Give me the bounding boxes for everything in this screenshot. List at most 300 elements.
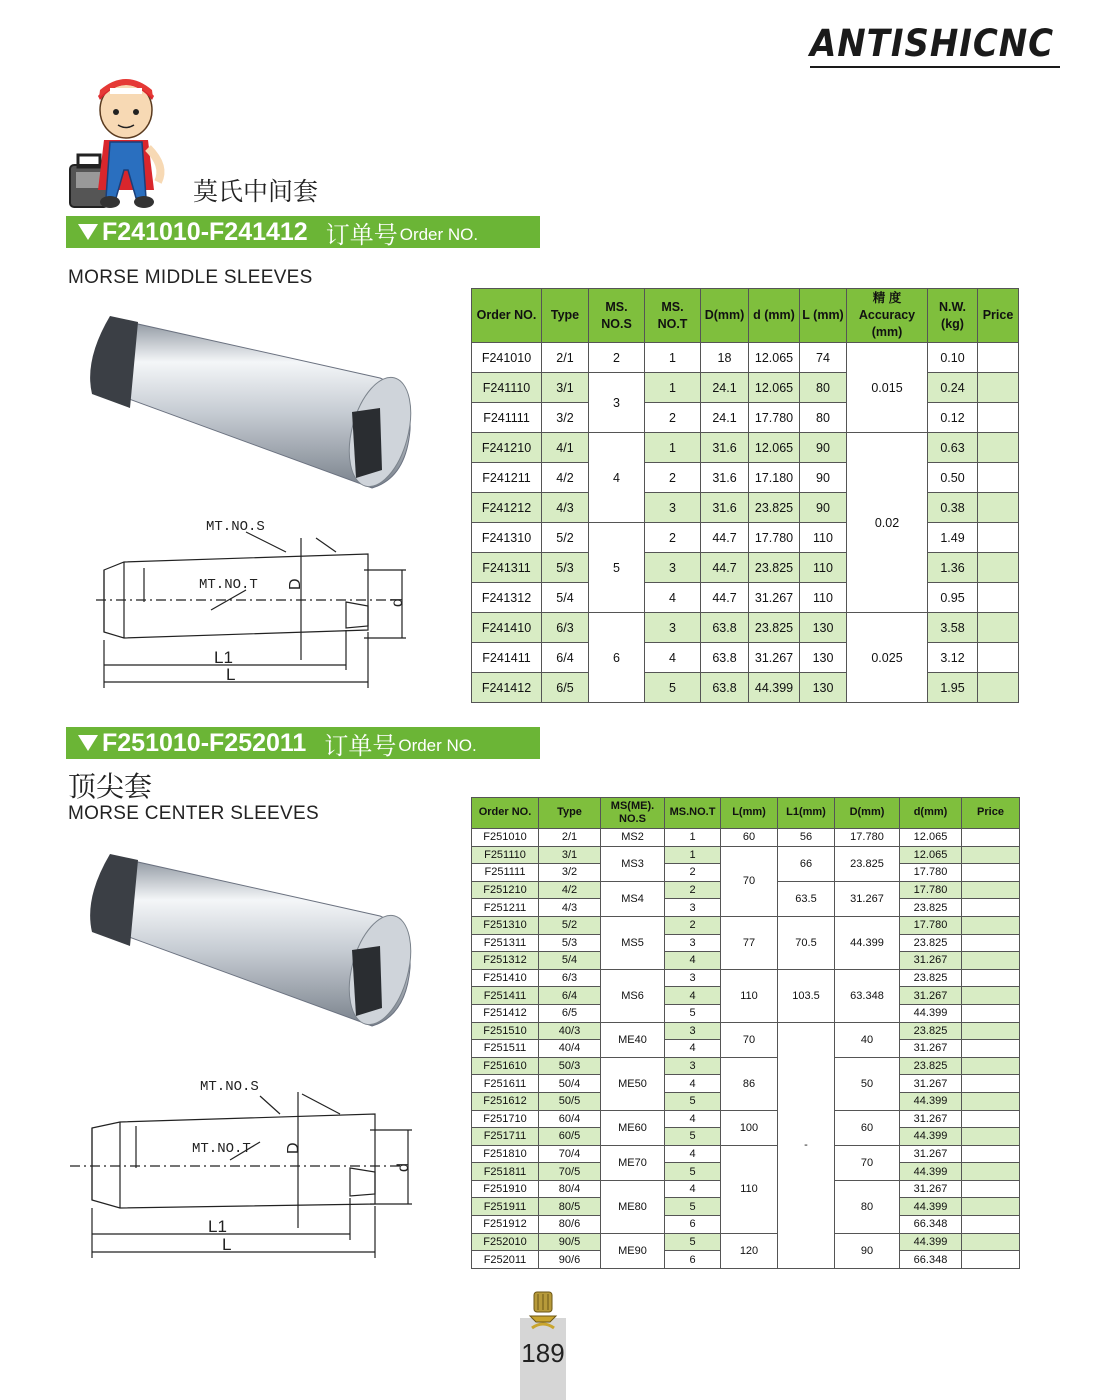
center-sleeve-drawing (70, 1068, 420, 1268)
section2-order-bar (66, 727, 540, 759)
ms-not-cell: 3 (665, 899, 721, 917)
price-cell (978, 643, 1019, 673)
price-cell (978, 403, 1019, 433)
order-no-cell: F241212 (472, 493, 542, 523)
drawing2-label-mts: MT.NO.S (200, 1079, 259, 1095)
section1-cn-title: 莫氏中间套 (193, 177, 319, 206)
table-row (472, 343, 1019, 373)
table-row (472, 1057, 1020, 1075)
accuracy-cell: 0.015 (847, 343, 928, 433)
price-cell (962, 1057, 1020, 1075)
L1-cell: 56 (778, 829, 835, 847)
ms-not-cell: 2 (665, 881, 721, 899)
order-no-cell: F251211 (472, 899, 539, 917)
order-no-cell: F241412 (472, 673, 542, 703)
middle-sleeve-photo (80, 300, 420, 505)
L1-cell: 63.5 (778, 881, 835, 916)
ms-not-cell: 1 (645, 373, 701, 403)
d-cell: 23.825 (749, 493, 800, 523)
L-cell: 110 (721, 969, 778, 1022)
d-cell: 23.825 (900, 934, 962, 952)
tool-holder-icon (526, 1290, 560, 1332)
ms-not-cell: 5 (645, 673, 701, 703)
L-cell: 80 (800, 403, 847, 433)
table1-header-cell: L (mm) (800, 289, 847, 343)
order-no-cell: F252011 (472, 1251, 539, 1269)
D-cell: 31.267 (835, 881, 900, 916)
ms-nos-cell: 6 (589, 613, 645, 703)
type-cell: 2/1 (542, 343, 589, 373)
ms-nos-cell: MS4 (601, 881, 665, 916)
d-cell: 44.399 (900, 1004, 962, 1022)
table2-header-cell: D(mm) (835, 798, 900, 829)
ms-not-cell: 5 (665, 1198, 721, 1216)
D-cell: 80 (835, 1180, 900, 1233)
type-cell: 3/2 (542, 403, 589, 433)
price-cell (962, 1251, 1020, 1269)
drawing1-label-d: d (389, 598, 406, 607)
L-cell: 80 (800, 373, 847, 403)
drawing2-label-L1: L1 (208, 1217, 227, 1236)
ms-nos-cell: 3 (589, 373, 645, 433)
center-sleeve-photo (80, 838, 420, 1043)
ms-nos-cell: ME90 (601, 1233, 665, 1268)
type-cell: 5/3 (539, 934, 601, 952)
table-row (472, 829, 1020, 847)
type-cell: 3/1 (542, 373, 589, 403)
section1-order-cn: 订单号 (325, 220, 398, 249)
ms-not-cell: 3 (645, 613, 701, 643)
price-cell (978, 463, 1019, 493)
d-cell: 44.399 (900, 1092, 962, 1110)
d-cell: 23.825 (900, 1057, 962, 1075)
L-cell: 130 (800, 673, 847, 703)
type-cell: 5/3 (542, 553, 589, 583)
order-no-cell: F251911 (472, 1198, 539, 1216)
section2-en-title: MORSE CENTER SLEEVES (68, 803, 319, 824)
type-cell: 40/4 (539, 1040, 601, 1058)
L-cell: 90 (800, 433, 847, 463)
section2-order-en: Order NO. (398, 736, 477, 755)
d-cell: 44.399 (900, 1128, 962, 1146)
type-cell: 4/3 (542, 493, 589, 523)
price-cell (962, 1145, 1020, 1163)
D-cell: 44.7 (701, 553, 749, 583)
order-no-cell: F241310 (472, 523, 542, 553)
triangle-down-icon (78, 735, 98, 751)
order-no-cell: F251711 (472, 1128, 539, 1146)
order-no-cell: F251411 (472, 987, 539, 1005)
d-cell: 31.267 (900, 1110, 962, 1128)
price-cell (962, 1233, 1020, 1251)
ms-not-cell: 3 (645, 493, 701, 523)
order-no-cell: F251910 (472, 1180, 539, 1198)
ms-not-cell: 4 (645, 583, 701, 613)
price-cell (962, 881, 1020, 899)
drawing1-label-mtt: MT.NO.T (199, 577, 258, 593)
d-cell: 31.267 (900, 952, 962, 970)
D-cell: 63.8 (701, 673, 749, 703)
L1-cell: - (778, 1022, 835, 1268)
table-row (472, 1233, 1020, 1251)
middle-sleeves-table (471, 288, 1019, 703)
order-no-cell: F241110 (472, 373, 542, 403)
table-row (472, 1110, 1020, 1128)
D-cell: 70 (835, 1145, 900, 1180)
price-cell (962, 1092, 1020, 1110)
type-cell: 5/4 (539, 952, 601, 970)
L-cell: 90 (800, 463, 847, 493)
type-cell: 80/6 (539, 1216, 601, 1234)
d-cell: 31.267 (900, 1040, 962, 1058)
ms-not-cell: 4 (665, 1075, 721, 1093)
D-cell: 23.825 (835, 846, 900, 881)
ms-not-cell: 2 (645, 403, 701, 433)
table2-header-cell: Type (539, 798, 601, 829)
price-cell (962, 1040, 1020, 1058)
type-cell: 4/1 (542, 433, 589, 463)
D-cell: 24.1 (701, 373, 749, 403)
drawing1-label-L1: L1 (214, 648, 233, 667)
table-row (472, 916, 1020, 934)
ms-not-cell: 5 (665, 1092, 721, 1110)
price-cell (962, 1198, 1020, 1216)
D-cell: 31.6 (701, 433, 749, 463)
L-cell: 86 (721, 1057, 778, 1110)
type-cell: 5/4 (542, 583, 589, 613)
L-cell: 74 (800, 343, 847, 373)
ms-nos-cell: ME40 (601, 1022, 665, 1057)
ms-nos-cell: MS3 (601, 846, 665, 881)
section1-order-en: Order NO. (399, 225, 479, 244)
type-cell: 6/5 (539, 1004, 601, 1022)
table-row (472, 403, 1019, 433)
type-cell: 50/4 (539, 1075, 601, 1093)
order-no-cell: F251310 (472, 916, 539, 934)
table1-header-cell: Order NO. (472, 289, 542, 343)
d-cell: 44.399 (900, 1233, 962, 1251)
d-cell: 17.180 (749, 463, 800, 493)
price-cell (962, 899, 1020, 917)
table-row (472, 553, 1019, 583)
weight-cell: 1.49 (928, 523, 978, 553)
table1-header-cell: D(mm) (701, 289, 749, 343)
type-cell: 50/5 (539, 1092, 601, 1110)
price-cell (962, 1128, 1020, 1146)
order-no-cell: F251810 (472, 1145, 539, 1163)
table2-header-cell: Order NO. (472, 798, 539, 829)
L-cell: 100 (721, 1110, 778, 1145)
type-cell: 3/2 (539, 864, 601, 882)
L-cell: 110 (800, 523, 847, 553)
ms-not-cell: 1 (665, 846, 721, 864)
order-no-cell: F252010 (472, 1233, 539, 1251)
page-number: 189 (521, 1338, 565, 1368)
D-cell: 50 (835, 1057, 900, 1110)
d-cell: 66.348 (900, 1216, 962, 1234)
d-cell: 31.267 (900, 1075, 962, 1093)
drawing2-label-d: d (395, 1163, 412, 1172)
weight-cell: 0.10 (928, 343, 978, 373)
D-cell: 63.8 (701, 613, 749, 643)
ms-not-cell: 6 (665, 1216, 721, 1234)
ms-not-cell: 1 (665, 829, 721, 847)
drawing1-label-L: L (226, 665, 236, 684)
weight-cell: 0.95 (928, 583, 978, 613)
price-cell (978, 433, 1019, 463)
ms-not-cell: 3 (665, 969, 721, 987)
triangle-down-icon (78, 224, 98, 240)
accuracy-cell: 0.02 (847, 433, 928, 613)
accuracy-cell: 0.025 (847, 613, 928, 703)
L1-cell: 103.5 (778, 969, 835, 1022)
D-cell: 90 (835, 1233, 900, 1268)
order-no-cell: F241010 (472, 343, 542, 373)
weight-cell: 3.12 (928, 643, 978, 673)
ms-not-cell: 4 (645, 643, 701, 673)
type-cell: 70/5 (539, 1163, 601, 1181)
ms-not-cell: 4 (665, 1040, 721, 1058)
order-no-cell: F251210 (472, 881, 539, 899)
table2-header-cell: MS(ME). NO.S (601, 798, 665, 829)
d-cell: 44.399 (900, 1163, 962, 1181)
drawing2-label-D: D (285, 1142, 302, 1154)
price-cell (978, 343, 1019, 373)
ms-not-cell: 5 (665, 1128, 721, 1146)
type-cell: 3/1 (539, 846, 601, 864)
D-cell: 60 (835, 1110, 900, 1145)
type-cell: 90/5 (539, 1233, 601, 1251)
price-cell (962, 1110, 1020, 1128)
price-cell (978, 553, 1019, 583)
order-no-cell: F241411 (472, 643, 542, 673)
order-no-cell: F241410 (472, 613, 542, 643)
weight-cell: 0.24 (928, 373, 978, 403)
table-row (472, 673, 1019, 703)
D-cell: 40 (835, 1022, 900, 1057)
type-cell: 6/3 (542, 613, 589, 643)
ms-nos-cell: ME60 (601, 1110, 665, 1145)
type-cell: 40/3 (539, 1022, 601, 1040)
price-cell (962, 987, 1020, 1005)
order-no-cell: F251912 (472, 1216, 539, 1234)
order-no-cell: F241111 (472, 403, 542, 433)
table1-header-cell: Type (542, 289, 589, 343)
table-row (472, 1145, 1020, 1163)
price-cell (962, 1075, 1020, 1093)
price-cell (978, 673, 1019, 703)
type-cell: 6/4 (539, 987, 601, 1005)
order-no-cell: F251412 (472, 1004, 539, 1022)
d-cell: 12.065 (749, 433, 800, 463)
L1-cell: 70.5 (778, 916, 835, 969)
price-cell (962, 952, 1020, 970)
table-row (472, 969, 1020, 987)
table-row (472, 643, 1019, 673)
ms-nos-cell: 2 (589, 343, 645, 373)
price-cell (962, 969, 1020, 987)
ms-not-cell: 3 (665, 1057, 721, 1075)
table-row (472, 846, 1020, 864)
section2-code-range: F251010-F252011 (102, 728, 307, 757)
weight-cell: 1.95 (928, 673, 978, 703)
L1-cell: 66 (778, 846, 835, 881)
table-row (472, 373, 1019, 403)
type-cell: 6/5 (542, 673, 589, 703)
L-cell: 110 (721, 1145, 778, 1233)
type-cell: 4/2 (539, 881, 601, 899)
L-cell: 110 (800, 583, 847, 613)
table1-header-cell: d (mm) (749, 289, 800, 343)
ms-not-cell: 2 (645, 523, 701, 553)
d-cell: 31.267 (749, 643, 800, 673)
order-no-cell: F251510 (472, 1022, 539, 1040)
type-cell: 90/6 (539, 1251, 601, 1269)
ms-not-cell: 5 (665, 1163, 721, 1181)
d-cell: 23.825 (900, 969, 962, 987)
table1-header-cell: 精 度 Accuracy (mm) (847, 289, 928, 343)
type-cell: 6/3 (539, 969, 601, 987)
price-cell (962, 1216, 1020, 1234)
ms-not-cell: 5 (665, 1233, 721, 1251)
order-no-cell: F251311 (472, 934, 539, 952)
L-cell: 110 (800, 553, 847, 583)
ms-not-cell: 5 (665, 1004, 721, 1022)
type-cell: 70/4 (539, 1145, 601, 1163)
type-cell: 80/5 (539, 1198, 601, 1216)
order-no-cell: F241211 (472, 463, 542, 493)
section1-order-bar (66, 216, 540, 248)
center-sleeves-table (471, 797, 1020, 1269)
price-cell (962, 934, 1020, 952)
price-cell (962, 916, 1020, 934)
middle-sleeve-drawing (96, 510, 416, 700)
price-cell (978, 493, 1019, 523)
d-cell: 31.267 (900, 1145, 962, 1163)
table-row (472, 1022, 1020, 1040)
order-no-cell: F251612 (472, 1092, 539, 1110)
L-cell: 120 (721, 1233, 778, 1268)
table-row (472, 493, 1019, 523)
order-no-cell: F251610 (472, 1057, 539, 1075)
logo-underline (810, 66, 1060, 68)
ms-nos-cell: 4 (589, 433, 645, 523)
order-no-cell: F251611 (472, 1075, 539, 1093)
ms-not-cell: 3 (665, 1022, 721, 1040)
type-cell: 50/3 (539, 1057, 601, 1075)
D-cell: 17.780 (835, 829, 900, 847)
L-cell: 90 (800, 493, 847, 523)
section2-order-cn: 订单号 (324, 731, 397, 760)
L-cell: 60 (721, 829, 778, 847)
section2-cn-title: 顶尖套 (68, 770, 153, 803)
d-cell: 12.065 (749, 373, 800, 403)
type-cell: 5/2 (542, 523, 589, 553)
order-no-cell: F251710 (472, 1110, 539, 1128)
D-cell: 44.399 (835, 916, 900, 969)
price-cell (962, 1004, 1020, 1022)
order-no-cell: F251010 (472, 829, 539, 847)
ms-nos-cell: 5 (589, 523, 645, 613)
weight-cell: 0.38 (928, 493, 978, 523)
d-cell: 31.267 (900, 1180, 962, 1198)
type-cell: 4/2 (542, 463, 589, 493)
section1-code-range: F241010-F241412 (102, 217, 308, 246)
price-cell (962, 1022, 1020, 1040)
table1-header-cell: MS. NO.T (645, 289, 701, 343)
table1-header-row (472, 289, 1019, 343)
L-cell: 77 (721, 916, 778, 969)
table2-header-cell: Price (962, 798, 1020, 829)
table-row (472, 433, 1019, 463)
D-cell: 31.6 (701, 493, 749, 523)
order-no-cell: F251511 (472, 1040, 539, 1058)
table-row (472, 583, 1019, 613)
order-no-cell: F251111 (472, 864, 539, 882)
section1-en-title: MORSE MIDDLE SLEEVES (68, 267, 313, 288)
weight-cell: 1.36 (928, 553, 978, 583)
price-cell (978, 523, 1019, 553)
weight-cell: 0.12 (928, 403, 978, 433)
ms-not-cell: 4 (665, 987, 721, 1005)
table2-header-cell: d(mm) (900, 798, 962, 829)
D-cell: 31.6 (701, 463, 749, 493)
price-cell (962, 846, 1020, 864)
weight-cell: 0.50 (928, 463, 978, 493)
d-cell: 12.065 (900, 846, 962, 864)
L-cell: 130 (800, 643, 847, 673)
table2-header-cell: L1(mm) (778, 798, 835, 829)
ms-not-cell: 4 (665, 1180, 721, 1198)
ms-nos-cell: ME80 (601, 1180, 665, 1233)
d-cell: 17.780 (900, 864, 962, 882)
ms-nos-cell: ME70 (601, 1145, 665, 1180)
type-cell: 60/5 (539, 1128, 601, 1146)
price-cell (962, 1163, 1020, 1181)
d-cell: 31.267 (900, 987, 962, 1005)
table2-header-cell: MS.NO.T (665, 798, 721, 829)
ms-not-cell: 2 (665, 864, 721, 882)
d-cell: 44.399 (900, 1198, 962, 1216)
d-cell: 12.065 (749, 343, 800, 373)
weight-cell: 3.58 (928, 613, 978, 643)
d-cell: 17.780 (749, 403, 800, 433)
price-cell (962, 829, 1020, 847)
order-no-cell: F241210 (472, 433, 542, 463)
order-no-cell: F241312 (472, 583, 542, 613)
ms-not-cell: 1 (645, 433, 701, 463)
ms-nos-cell: MS5 (601, 916, 665, 969)
d-cell: 66.348 (900, 1251, 962, 1269)
ms-not-cell: 4 (665, 1110, 721, 1128)
price-cell (978, 583, 1019, 613)
type-cell: 80/4 (539, 1180, 601, 1198)
order-no-cell: F251110 (472, 846, 539, 864)
D-cell: 63.348 (835, 969, 900, 1022)
ms-nos-cell: MS6 (601, 969, 665, 1022)
ms-not-cell: 3 (645, 553, 701, 583)
L-cell: 130 (800, 613, 847, 643)
brand-logo-text: ANTISHICNC (810, 22, 1055, 65)
d-cell: 23.825 (749, 613, 800, 643)
table2-header-cell: L(mm) (721, 798, 778, 829)
type-cell: 2/1 (539, 829, 601, 847)
ms-not-cell: 2 (645, 463, 701, 493)
price-cell (962, 864, 1020, 882)
L-cell: 70 (721, 846, 778, 916)
d-cell: 23.825 (749, 553, 800, 583)
drawing1-label-D: D (287, 578, 304, 590)
